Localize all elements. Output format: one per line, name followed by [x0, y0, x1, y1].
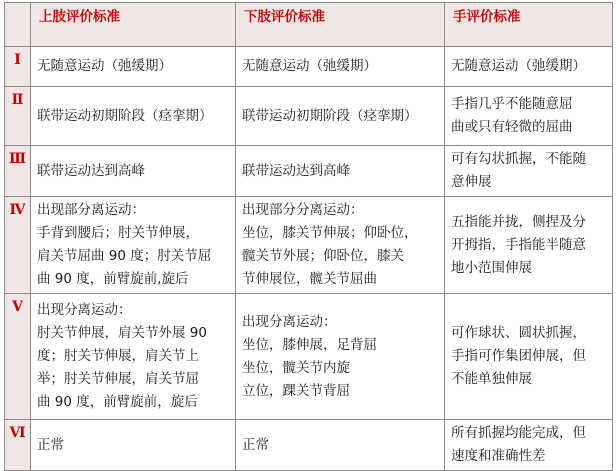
header-lower-limb: 下肢评价标准	[236, 3, 445, 47]
cell-text: 出现部分分离运动： 坐位，膝关节伸展；仰卧位， 髋关节外展；仰卧位，膝关 节伸展位，髋关节屈曲	[242, 202, 418, 287]
cell-text: 联带运动达到高峰	[242, 162, 350, 179]
stage-label: Ⅳ	[5, 197, 31, 294]
lower-limb-cell	[236, 197, 445, 294]
header-upper-limb: 上肢评价标准	[31, 3, 236, 47]
cell-text: 手指几乎不能随意屈 曲或只有轻微的屈曲	[451, 96, 573, 135]
hand-cell	[445, 87, 613, 146]
table-row	[5, 420, 613, 471]
stage-label: Ⅵ	[5, 420, 31, 471]
table-row	[5, 294, 613, 420]
lower-limb-cell	[236, 146, 445, 197]
cell-text: 正常	[37, 436, 64, 453]
cell-text: 可有勾状抓握，不能随 意伸展	[451, 151, 586, 190]
cell-text: 联带运动达到高峰	[37, 162, 145, 179]
upper-limb-cell	[31, 197, 236, 294]
table-row	[5, 197, 613, 294]
cell-text: 出现部分离运动： 手背到腰后；肘关节伸展， 肩关节屈曲 90 度；肘关节屈 曲 90 度，前臂旋前,旋后	[37, 202, 212, 287]
lower-limb-cell	[236, 87, 445, 146]
hand-cell	[445, 146, 613, 197]
hand-cell	[445, 294, 613, 420]
cell-text: 可作球状、圆状抓握， 手指可作集团伸展，但 不能单独伸展	[451, 325, 586, 387]
upper-limb-cell	[31, 146, 236, 197]
stage-label: Ⅴ	[5, 294, 31, 420]
hand-cell	[445, 420, 613, 471]
table-row	[5, 146, 613, 197]
cell-text: 出现分离运动： 肘关节伸展，肩关节外展 90 度；肘关节伸展，肩关节上 举；肘关节伸展，肩关节屈 曲 90 度，前臂旋前，旋后	[37, 302, 207, 410]
lower-limb-cell	[236, 294, 445, 420]
hand-cell	[445, 197, 613, 294]
upper-limb-cell	[31, 47, 236, 87]
header-row	[5, 3, 613, 47]
brunnstrom-stage-table	[4, 2, 613, 471]
cell-text: 无随意运动（弛缓期）	[37, 58, 172, 74]
table-row	[5, 87, 613, 146]
lower-limb-cell	[236, 47, 445, 87]
hand-cell	[445, 47, 613, 87]
cell-text: 联带运动初期阶段（痉挛期）	[37, 107, 213, 124]
upper-limb-cell	[31, 294, 236, 420]
header-hand: 手评价标准	[445, 3, 613, 47]
cell-text: 无随意运动（弛缓期）	[242, 58, 377, 74]
header-corner	[5, 3, 31, 47]
lower-limb-cell	[236, 420, 445, 471]
upper-limb-cell	[31, 87, 236, 146]
table-row	[5, 47, 613, 87]
stage-label: Ⅲ	[5, 146, 31, 197]
cell-text: 出现分离运动： 坐位，膝伸展，足背屈 坐位，髋关节内旋 立位，踝关节背屈	[242, 313, 377, 399]
cell-text: 所有抓握均能完成，但 速度和准确性差	[451, 425, 586, 464]
cell-text: 联带运动初期阶段（痉挛期）	[242, 107, 418, 124]
upper-limb-cell	[31, 420, 236, 471]
cell-text: 无随意运动（弛缓期）	[451, 58, 586, 74]
cell-text: 五指能并拢，侧捏及分 开拇指，手指能半随意 地小范围伸展	[451, 213, 586, 276]
cell-text: 正常	[242, 436, 269, 453]
stage-label: Ⅰ	[5, 47, 31, 87]
stage-label: Ⅱ	[5, 87, 31, 146]
